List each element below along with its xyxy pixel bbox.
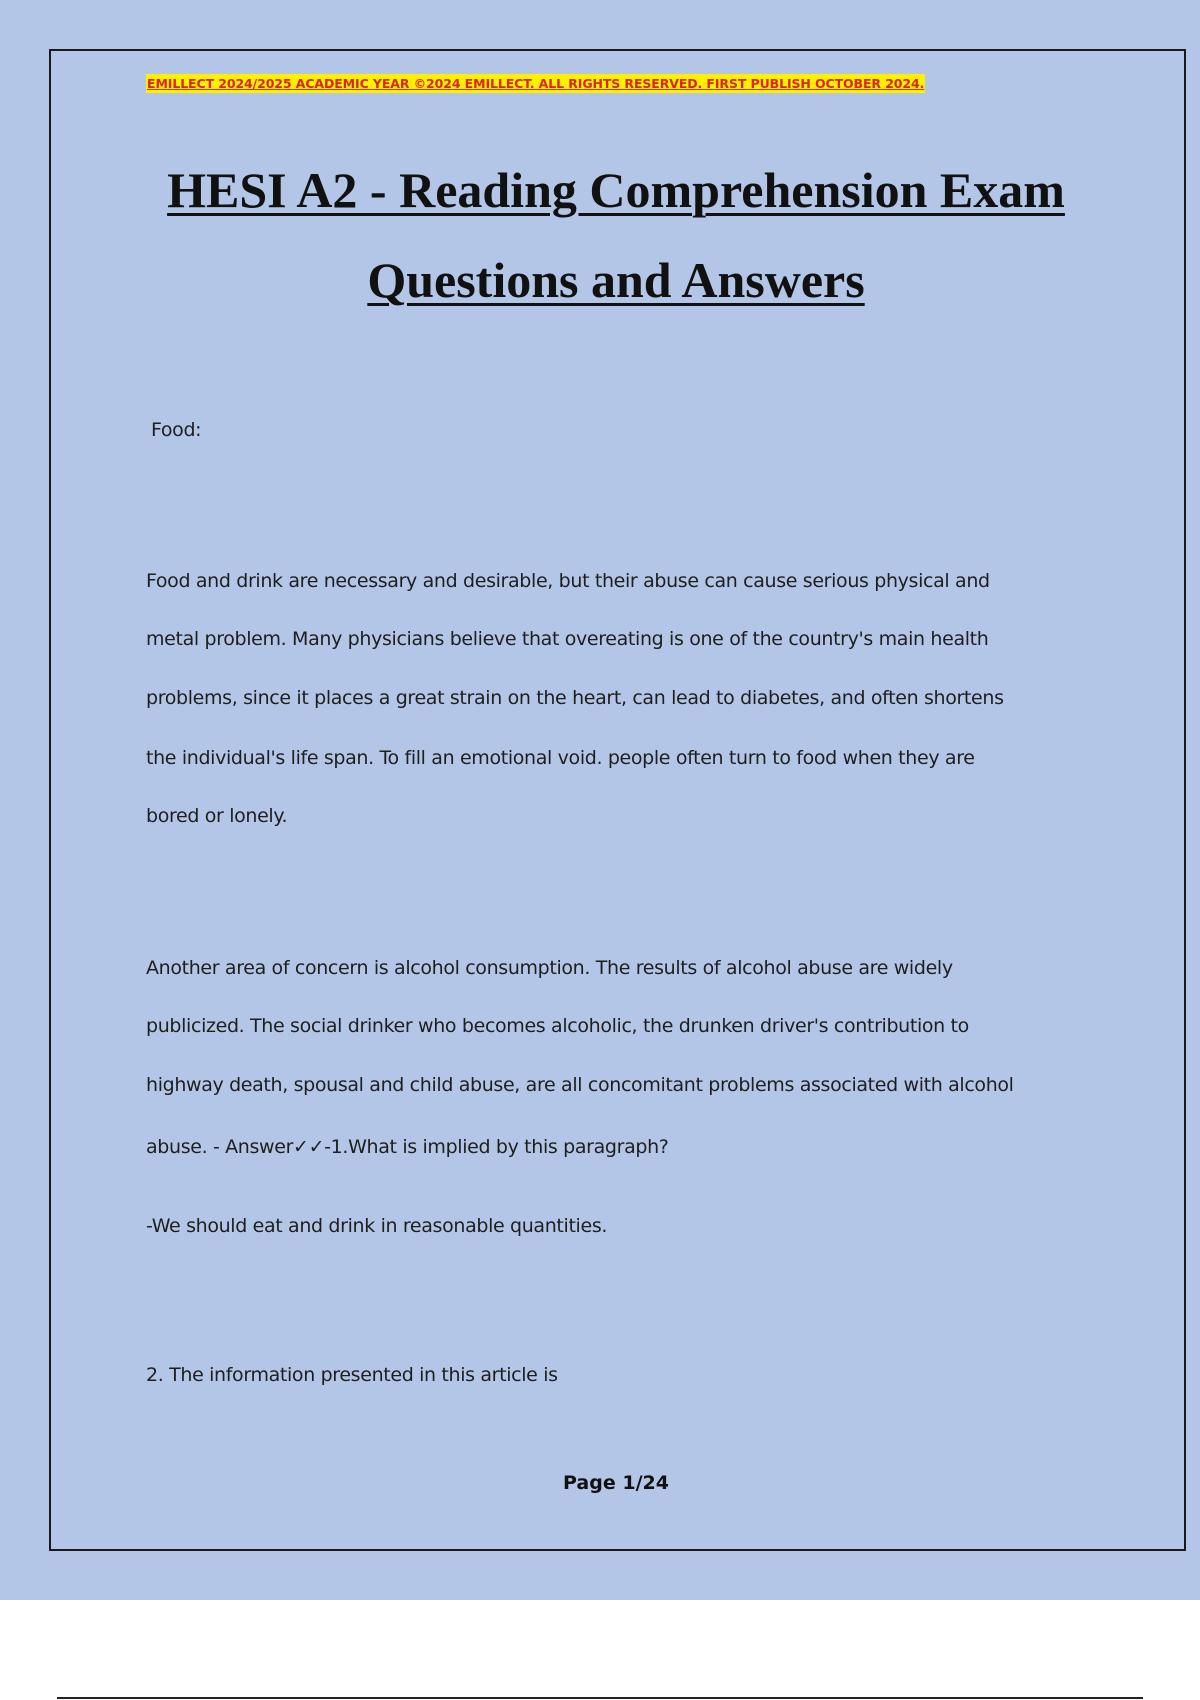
copyright-notice: EMILLECT 2024/2025 ACADEMIC YEAR ©2024 EMILLECT. ALL RIGHTS RESERVED. FIRST PUBLISH OCTOBER 2024.	[147, 76, 925, 91]
paragraph-1-line-4: the individual's life span. To fill an emotional void. people often turn to food when they are	[146, 747, 975, 769]
paragraph-2-line-1: Another area of concern is alcohol consumption. The results of alcohol abuse are widely	[146, 957, 953, 979]
paragraph-1-line-5: bored or lonely.	[146, 805, 288, 827]
answer-1: -We should eat and drink in reasonable quantities.	[146, 1215, 608, 1237]
question-2: 2. The information presented in this article is	[146, 1364, 558, 1386]
paragraph-2-line-3: highway death, spousal and child abuse, are all concomitant problems associated with alcohol	[146, 1074, 1014, 1096]
section-label: Food:	[151, 419, 202, 441]
page-number: Page 1/24	[563, 1472, 669, 1494]
paragraph-2-line-4: abuse. - Answer✓✓-1.What is implied by this paragraph?	[146, 1136, 669, 1158]
document-title-line-1: HESI A2 - Reading Comprehension Exam	[167, 162, 1065, 218]
paragraph-1-line-1: Food and drink are necessary and desirable, but their abuse can cause serious physical and	[146, 570, 990, 592]
paragraph-1-line-3: problems, since it places a great strain on the heart, can lead to diabetes, and often shortens	[146, 687, 1004, 709]
paragraph-2-line-2: publicized. The social drinker who becomes alcoholic, the drunken driver's contribution to	[146, 1015, 969, 1037]
next-page-top-rule	[57, 1697, 1143, 1699]
document-title-line-2: Questions and Answers	[367, 252, 865, 308]
paragraph-1-line-2: metal problem. Many physicians believe that overeating is one of the country's main health	[146, 628, 989, 650]
